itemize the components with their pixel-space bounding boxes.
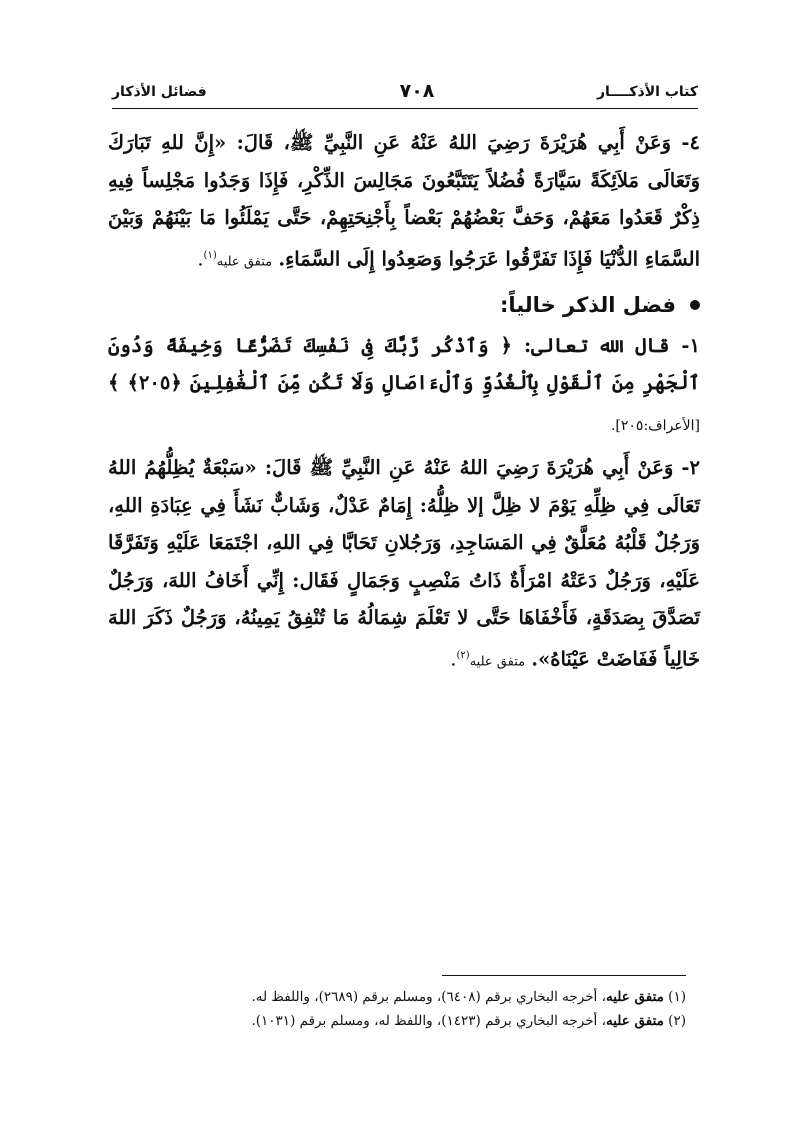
footnotes (112, 985, 686, 1033)
bullet-icon (690, 300, 700, 310)
header-divider (112, 108, 698, 109)
item-2-number: ٢- (673, 456, 701, 479)
footnote-mark-2: (٢) (456, 649, 470, 661)
hadith-4: ٤- وَعَنْ أَبِي هُرَيْرَةَ رَضِيَ اللهُ عَنْهُ عَنِ النَّبِيِّ ﷺ، قَالَ: «إِنَّ للهِ تَبَارَكَ وَتَعَالَى مَلاَئِكَةً سَيَّارَةً فُضُلاً يَتَتَبَّعُونَ مَجَالِسَ الذِّكْرِ، فَإِذَا وَجَدُوا مَجْلِساً فِيهِ ذِكْرٌ قَعَدُوا مَعَهُمْ، وَحَفَّ بَعْضُهُمْ بَعْضاً بِأَجْنِحَتِهِمْ، حَتَّى يَمْلَئُوا مَا بَيْنَهُمْ وَبَيْنَ السَّمَاءِ الدُّنْيَا فَإِذَا تَفَرَّقُوا عَرَجُوا وَصَعِدُوا إِلَى السَّمَاءِ. متفق عليه$^{(١)}$. (108, 131, 700, 270)
item-2 (108, 449, 700, 681)
hadith-4-source: متفق عليه (216, 254, 273, 269)
footnote-1-bold: متفق عليه (605, 989, 664, 1005)
section-heading (108, 287, 700, 323)
footnote-2-bold: متفق عليه (605, 1013, 664, 1029)
item-1 (108, 327, 700, 446)
footnote-mark-1: (١) (203, 249, 217, 261)
book-title: كتاب الأذكــــار (596, 84, 698, 100)
hadith-4-number: ٤- (671, 131, 700, 154)
page-body (108, 124, 700, 681)
footnote-1-text: ، أخرجه البخاري برقم (٦٤٠٨)، ومسلم برقم (٢٦٨٩)، واللفظ له. (251, 989, 606, 1005)
page-number: ٧٠٨ (399, 80, 435, 102)
quran-verse: ﴿ وَٱذْكُر رَّبَّكَ فِى نَفْسِكَ تَضَرُّعًا وَخِيفَةً وَدُونَ ٱلْجَهْرِ مِنَ ٱلْقَوْلِ بِٱلْغُدُوِّ وَٱلْءَاصَالِ وَلَا تَكُن مِّنَ ٱلْغَٰفِلِينَ ﴿٢٠٥﴾ ﴾ (108, 333, 700, 394)
footnote-2 (112, 1009, 686, 1033)
footnote-1-number: (١) (663, 989, 686, 1005)
item-2-text: وَعَنْ أَبِي هُرَيْرَةَ رَضِيَ اللهُ عَنْهُ عَنِ النَّبِيِّ ﷺ قَالَ: «سَبْعَةٌ يُظِلُّهُمُ اللهُ تَعَالَى فِي ظِلِّهِ يَوْمَ لا ظِلَّ إلا ظِلُّهُ: إِمَامٌ عَدْلٌ، وَشَابٌّ نَشَأَ فِي عِبَادَةِ اللهِ، وَرَجُلٌ قَلْبُهُ مُعَلَّقٌ فِي المَسَاجِدِ، وَرَجُلانِ تَحَابَّا فِي اللهِ، اجْتَمَعَا عَلَيْهِ وَتَفَرَّقَا عَلَيْهِ، وَرَجُلٌ دَعَتْهُ امْرَأَةٌ ذَاتُ مَنْصِبٍ وَجَمَالٍ فَقَال: إِنِّي أَخَافُ اللهَ، وَرَجُلٌ تَصَدَّقَ بِصَدَقَةٍ، فَأَخْفَاهَا حَتَّى لا تَعْلَمَ شِمَالُهُ مَا تُنْفِقُ يَمِينُهُ، وَرَجُلٌ ذَكَرَ اللهَ خَالِياً فَفَاضَتْ عَيْنَاهُ». (108, 456, 700, 670)
item-1-number: ١- (669, 333, 700, 357)
footnote-divider (442, 975, 686, 976)
item-1-intro: قال الله تعالى: (511, 333, 670, 357)
item-2-source: متفق عليه (469, 654, 526, 669)
verse-reference: [الأعراف:٢٠٥]. (610, 417, 700, 434)
section-heading-text: فضل الذكر خالياً: (499, 292, 676, 317)
footnote-2-text: ، أخرجه البخاري برقم (١٤٢٣)، واللفظ له، ومسلم برقم (١٠٣١). (251, 1013, 606, 1029)
hadith-4-text: وَعَنْ أَبِي هُرَيْرَةَ رَضِيَ اللهُ عَنْهُ عَنِ النَّبِيِّ ﷺ، قَالَ: «إِنَّ للهِ تَبَارَكَ وَتَعَالَى مَلاَئِكَةً سَيَّارَةً فُضُلاً يَتَتَبَّعُونَ مَجَالِسَ الذِّكْرِ، فَإِذَا وَجَدُوا مَجْلِساً فِيهِ ذِكْرٌ قَعَدُوا مَعَهُمْ، وَحَفَّ بَعْضُهُمْ بَعْضاً بِأَجْنِحَتِهِمْ، حَتَّى يَمْلَئُوا مَا بَيْنَهُمْ وَبَيْنَ السَّمَاءِ الدُّنْيَا فَإِذَا تَفَرَّقُوا عَرَجُوا وَصَعِدُوا إِلَى السَّمَاءِ. (108, 131, 700, 270)
footnote-2-number: (٢) (663, 1013, 686, 1029)
page-header (112, 80, 698, 106)
footnote-1 (112, 985, 686, 1009)
chapter-title: فضائل الأذكار (112, 84, 207, 100)
item-2-end: . (450, 647, 457, 670)
